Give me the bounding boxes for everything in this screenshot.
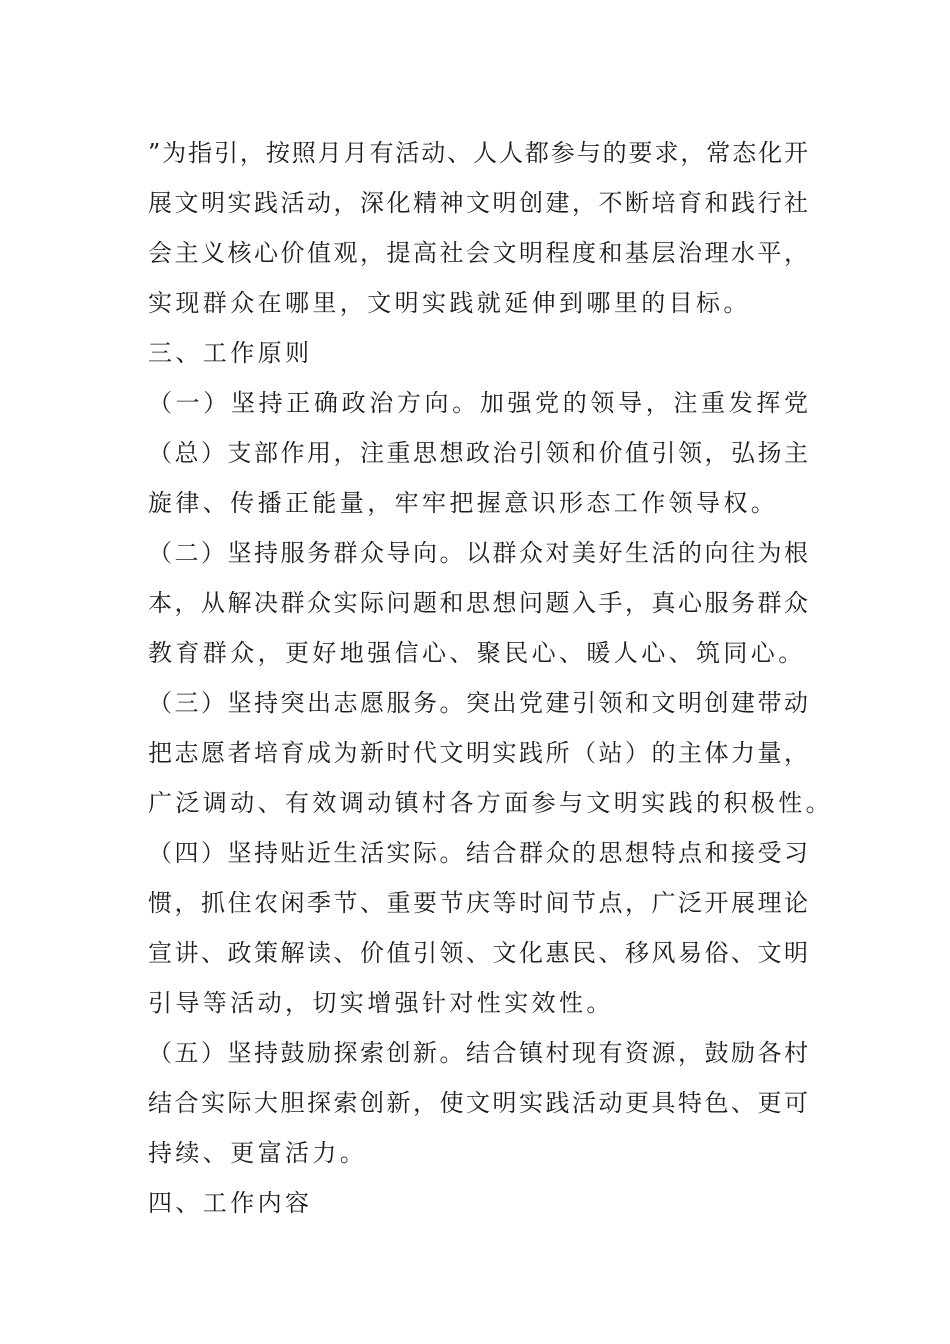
- text-line-19: （五）坚持鼓励探索创新。结合镇村现有资源，鼓励各村: [148, 1039, 808, 1067]
- text-line-17: 宣讲、政策解读、价值引领、文化惠民、移风易俗、文明: [148, 939, 808, 967]
- text-line-2: 展文明实践活动，深化精神文明创建，不断培育和践行社: [148, 189, 808, 217]
- text-line-9: （二）坚持服务群众导向。以群众对美好生活的向往为根: [148, 539, 808, 567]
- text-line-1: ”为指引，按照月月有活动、人人都参与的要求，常态化开: [148, 139, 808, 167]
- text-line-14: 广泛调动、有效调动镇村各方面参与文明实践的积极性。: [148, 789, 833, 817]
- text-line-10: 本，从解决群众实际问题和思想问题入手，真心服务群众: [148, 589, 808, 617]
- text-line-7: （总）支部作用，注重思想政治引领和价值引领，弘扬主: [148, 439, 808, 467]
- text-line-8: 旋律、传播正能量，牢牢把握意识形态工作领导权。: [148, 489, 779, 517]
- section-heading-4: 四、工作内容: [148, 1189, 313, 1217]
- text-line-18: 引导等活动，切实增强针对性实效性。: [148, 989, 614, 1017]
- text-line-13: 把志愿者培育成为新时代文明实践所（站）的主体力量，: [148, 739, 808, 767]
- section-heading-3: 三、工作原则: [148, 339, 313, 367]
- text-line-3: 会主义核心价值观，提高社会文明程度和基层治理水平，: [148, 239, 808, 267]
- text-line-11: 教育群众，更好地强信心、聚民心、暖人心、筑同心。: [148, 639, 806, 667]
- document-body: [148, 128, 833, 1228]
- text-line-12: （三）坚持突出志愿服务。突出党建引领和文明创建带动: [148, 689, 808, 717]
- text-line-21: 持续、更富活力。: [148, 1139, 368, 1167]
- text-line-16: 惯，抓住农闲季节、重要节庆等时间节点，广泛开展理论: [148, 889, 808, 917]
- text-line-4: 实现群众在哪里，文明实践就延伸到哪里的目标。: [148, 289, 751, 317]
- text-line-20: 结合实际大胆探索创新，使文明实践活动更具特色、更可: [148, 1089, 808, 1117]
- text-line-6: （一）坚持正确政治方向。加强党的领导，注重发挥党: [148, 389, 808, 417]
- text-line-15: （四）坚持贴近生活实际。结合群众的思想特点和接受习: [148, 839, 808, 867]
